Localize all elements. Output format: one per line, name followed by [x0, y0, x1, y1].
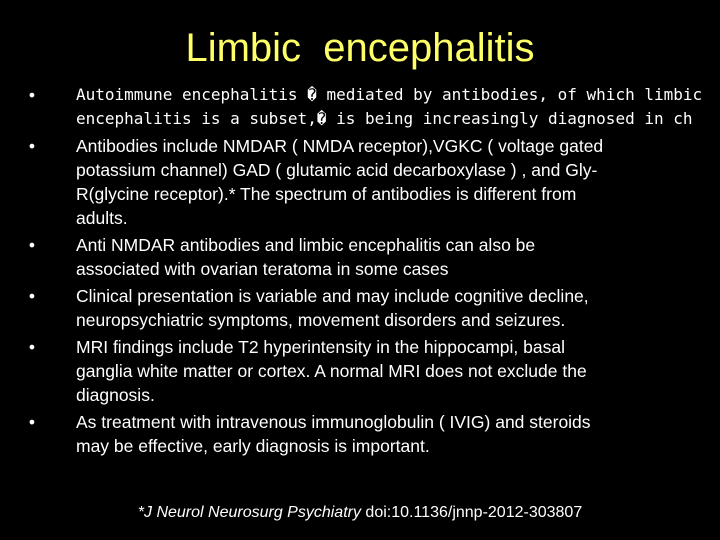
bullet-line: MRI findings include T2 hyperintensity in the hippocampi, basal [76, 337, 565, 357]
bullet-line: R(glycine receptor).* The spectrum of antibodies is different from [76, 184, 577, 204]
bullet-dot: • [28, 85, 36, 105]
bullet-line: Clinical presentation is variable and may include cognitive decline, [76, 286, 589, 306]
bullet-line: may be effective, early diagnosis is important. [76, 436, 430, 456]
bullet-line: associated with ovarian teratoma in some cases [76, 259, 449, 279]
bullet-dot: • [28, 286, 36, 306]
bullet-item [22, 83, 720, 131]
bullet-item [22, 233, 720, 281]
bullet-item [22, 134, 720, 230]
bullet-line: As treatment with intravenous immunoglobulin ( IVIG) and steroids [76, 412, 591, 432]
bullet-item [22, 410, 720, 458]
bullet-dot: • [28, 337, 36, 357]
bullet-line: potassium channel) GAD ( glutamic acid decarboxylase ) , and Gly- [76, 160, 598, 180]
bullet-line: neuropsychiatric symptoms, movement disorders and seizures. [76, 310, 566, 330]
bullet-list [22, 83, 720, 461]
slide-title: Limbic encephalitis [185, 26, 535, 70]
bullet-item [22, 284, 720, 332]
bullet-line: Autoimmune encephalitis � mediated by antibodies, of which limbic [76, 85, 703, 104]
bullet-line: Anti NMDAR antibodies and limbic encephalitis can also be [76, 235, 536, 255]
bullet-line: adults. [76, 208, 128, 228]
bullet-line: ganglia white matter or cortex. A normal MRI does not exclude the [76, 361, 587, 381]
bullet-line: encephalitis is a subset,� is being increasingly diagnosed in ch [76, 109, 693, 128]
bullet-dot: • [28, 136, 36, 156]
reference-citation [0, 502, 720, 524]
bullet-dot: • [28, 412, 36, 432]
bullet-line: Antibodies include NMDAR ( NMDA receptor),VGKC ( voltage gated [76, 136, 604, 156]
reference-doi: doi:10.1136/jnnp-2012-303807 [360, 504, 583, 521]
bullet-dot: • [28, 235, 36, 255]
bullet-line: diagnosis. [76, 385, 155, 405]
reference-journal: *J Neurol Neurosurg Psychiatry [137, 504, 361, 521]
bullet-item [22, 335, 720, 407]
